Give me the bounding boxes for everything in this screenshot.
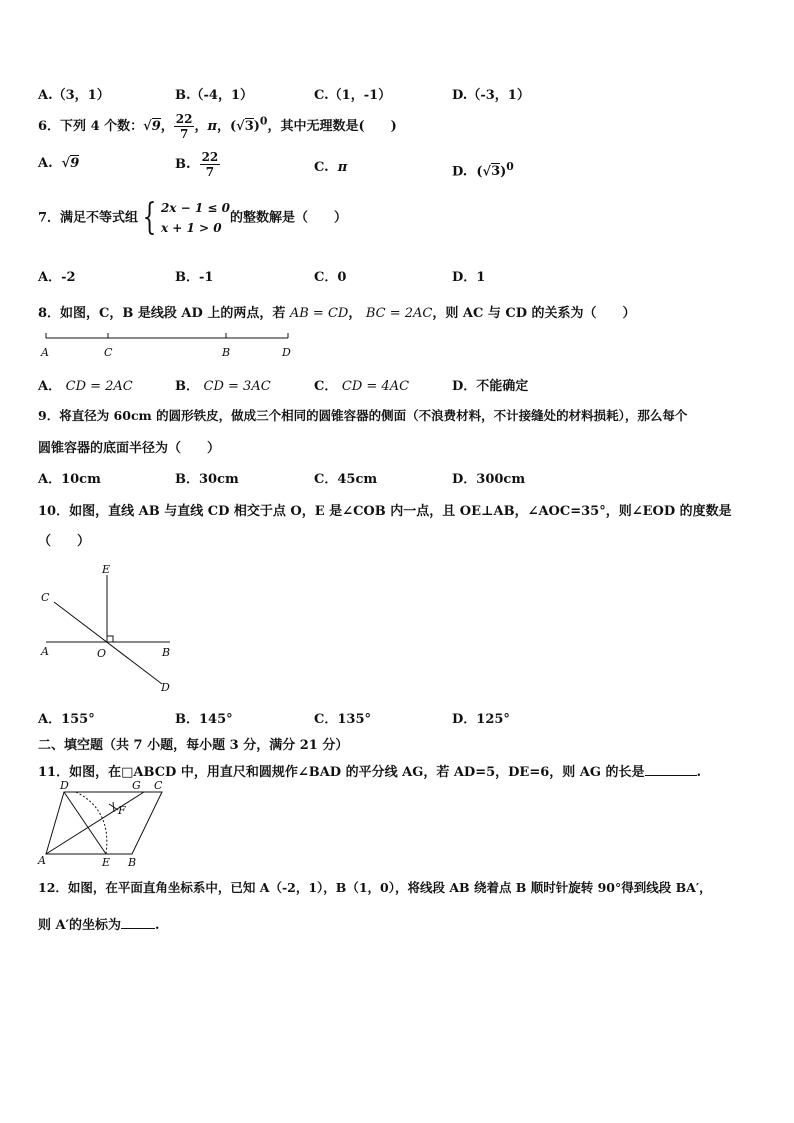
point-a-label: A bbox=[38, 854, 46, 867]
q5-option-c: C.（1，-1） bbox=[314, 88, 392, 103]
point-c-label: C bbox=[154, 780, 163, 792]
q11-parallelogram-figure bbox=[36, 780, 171, 868]
q8-segment-figure bbox=[38, 330, 298, 360]
q7-option-c: C．0 bbox=[314, 270, 347, 285]
q8-option-d: D．不能确定 bbox=[452, 379, 529, 394]
q6-option-d: D. $(√3)^0$ bbox=[452, 160, 514, 180]
point-f-label: F bbox=[118, 804, 126, 817]
system-brace: { bbox=[142, 197, 157, 238]
point-g-label: G bbox=[132, 780, 141, 792]
q10-option-a: A．155° bbox=[38, 712, 95, 727]
q10-line2: （ ） bbox=[38, 534, 91, 549]
q11-answer-blank bbox=[645, 775, 697, 776]
point-b-label: B bbox=[222, 346, 231, 359]
q10-option-c: C．135° bbox=[314, 712, 371, 727]
q10-option-b: B．145° bbox=[175, 712, 233, 727]
q7-option-a: A．-2 bbox=[38, 270, 76, 285]
point-d-label: D bbox=[161, 681, 170, 694]
q12-line1: 12．如图，在平面直角坐标系中，已知 A（-2，1），B（1，0），将线段 AB 绕着点 B 顺时针旋转 90°得到线段 BA′， bbox=[38, 880, 712, 895]
point-c-label: C bbox=[41, 591, 50, 604]
q8-option-b: B． CD = 3AC bbox=[175, 379, 271, 394]
point-c-label: C bbox=[104, 346, 113, 359]
q7-option-b: B．-1 bbox=[175, 270, 214, 285]
q9-option-d: D．300cm bbox=[452, 472, 526, 487]
point-e-label: E bbox=[102, 856, 111, 868]
q10-angle-figure bbox=[38, 560, 188, 695]
sqrt-9: √9 bbox=[143, 119, 161, 134]
point-e-label: E bbox=[102, 563, 111, 576]
q5-option-d: D.（-3，1） bbox=[452, 88, 530, 103]
q12-answer-blank bbox=[121, 928, 155, 929]
q8-option-a: A． CD = 2AC bbox=[38, 379, 133, 394]
q5-option-b: B.（-4，1） bbox=[175, 88, 254, 103]
point-b-label: B bbox=[162, 646, 171, 659]
q11-stem: 11．如图，在□ABCD 中，用直尺和圆规作∠BAD 的平分线 AG，若 AD=5，DE=6，则 AG 的长是 . bbox=[38, 765, 702, 780]
q9-line1: 9．将直径为 60cm 的圆形铁皮，做成三个相同的圆锥容器的侧面（不浪费材料，不计接缝处的材料损耗），那么每个 bbox=[38, 408, 688, 423]
point-d-label: D bbox=[60, 780, 69, 792]
q6-option-b: B. $\frac{22}{7}$ bbox=[175, 150, 219, 179]
q7-option-d: D．1 bbox=[452, 270, 486, 285]
q6-stem: 6．下列 4 个数：√9， $\frac{22}{7}$ ，π，$(√3)^0$，其中无理数是( ) bbox=[38, 112, 397, 141]
q6-suffix: ，其中无理数是( ) bbox=[267, 119, 397, 134]
q8-stem: 8．如图，C，B 是线段 AD 上的两点，若 AB = CD， BC = 2AC，则 AC 与 CD 的关系为（ ） bbox=[38, 306, 636, 321]
section-2-title: 二、填空题（共 7 小题，每小题 3 分，满分 21 分） bbox=[38, 738, 349, 753]
point-d-label: D bbox=[282, 346, 291, 359]
q7-prefix: 7．满足不等式组 bbox=[38, 210, 139, 226]
q9-option-a: A．10cm bbox=[38, 472, 101, 487]
q6-option-a: A. √9 bbox=[38, 156, 80, 171]
q6-option-c: C. π bbox=[314, 160, 348, 175]
q6-prefix: 6．下列 4 个数： bbox=[38, 119, 144, 134]
pi-symbol: π bbox=[207, 119, 217, 134]
q10-option-d: D．125° bbox=[452, 712, 510, 727]
q8-option-c: C． CD = 4AC bbox=[314, 379, 410, 394]
q7-stem bbox=[38, 198, 347, 238]
point-o-label: O bbox=[97, 647, 107, 660]
point-b-label: B bbox=[128, 856, 137, 868]
inequality-system: 2x − 1 ≤ 0 x + 1 > 0 bbox=[160, 201, 230, 235]
q12-line2: 则 A′的坐标为 . bbox=[38, 918, 160, 933]
point-a-label: A bbox=[41, 346, 49, 359]
q9-option-c: C．45cm bbox=[314, 472, 378, 487]
q9-option-b: B．30cm bbox=[175, 472, 239, 487]
q5-option-a: A.（3，1） bbox=[38, 88, 110, 103]
q7-suffix: 的整数解是（ ） bbox=[229, 210, 347, 226]
point-a-label: A bbox=[41, 645, 49, 658]
frac-22-7: $\frac{22}{7}$ bbox=[175, 112, 193, 141]
q10-line1: 10．如图，直线 AB 与直线 CD 相交于点 O，E 是∠COB 内一点，且 OE⊥AB，∠AOC=35°，则∠EOD 的度数是 bbox=[38, 504, 732, 519]
q9-line2: 圆锥容器的底面半径为（ ） bbox=[38, 441, 221, 456]
